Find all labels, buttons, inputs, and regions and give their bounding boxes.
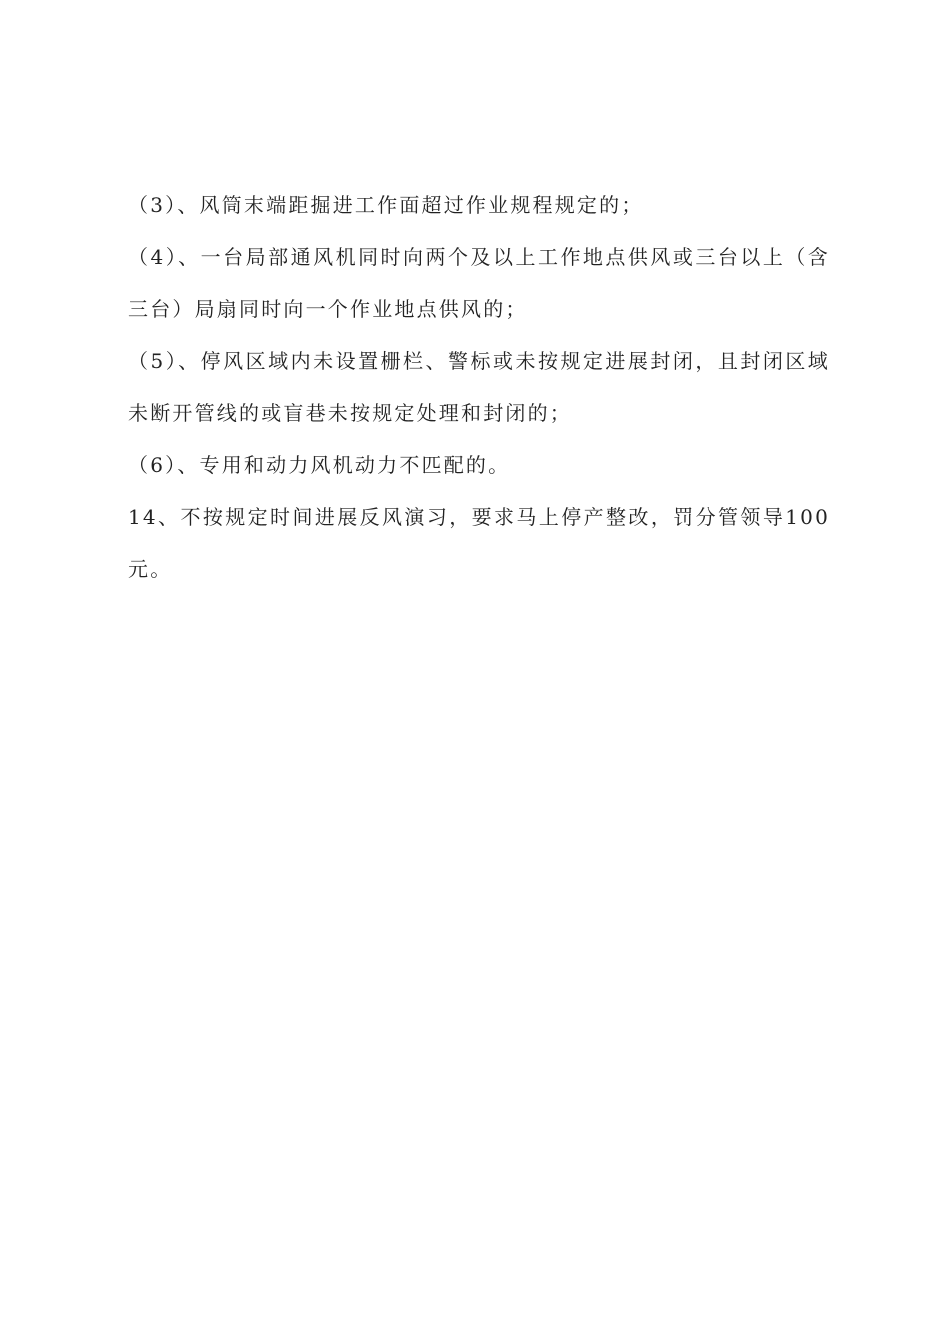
paragraph-item-5: （5）、停风区域内未设置栅栏、警标或未按规定进展封闭，且封闭区域未断开管线的或盲巷未按规定处理和封闭的； — [128, 349, 830, 425]
document-body — [128, 186, 830, 602]
paragraph-item-6: （6）、专用和动力风机动力不匹配的。 — [128, 453, 511, 477]
paragraph-item-3: （3）、风筒末端距掘进工作面超过作业规程规定的； — [128, 193, 644, 217]
paragraph-item-14: 14、不按规定时间进展反风演习，要求马上停产整改，罚分管领导100元。 — [128, 505, 830, 581]
paragraph-item-4: （4）、一台局部通风机同时向两个及以上工作地点供风或三台以上（含三台）局扇同时向一个作业地点供风的； — [128, 245, 830, 321]
